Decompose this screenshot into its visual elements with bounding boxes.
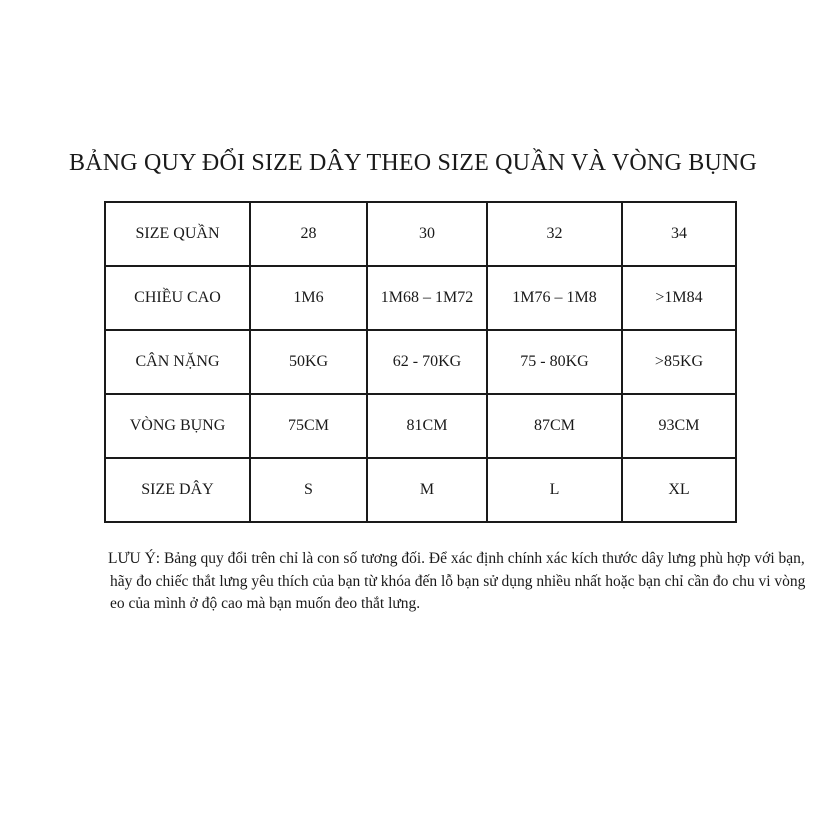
table-cell: 34	[622, 202, 736, 266]
table-cell: 75 - 80KG	[487, 330, 622, 394]
table-cell: 93CM	[622, 394, 736, 458]
table-cell: M	[367, 458, 487, 522]
row-label: CHIỀU CAO	[105, 266, 250, 330]
page-title: BẢNG QUY ĐỔI SIZE DÂY THEO SIZE QUẦN VÀ VÒNG BỤNG	[69, 150, 757, 176]
table-cell: 1M6	[250, 266, 367, 330]
row-label: SIZE DÂY	[105, 458, 250, 522]
table-cell: XL	[622, 458, 736, 522]
table-cell: 28	[250, 202, 367, 266]
table-cell: >85KG	[622, 330, 736, 394]
table-cell: >1M84	[622, 266, 736, 330]
table-row-pants-size	[105, 202, 736, 266]
row-label: VÒNG BỤNG	[105, 394, 250, 458]
table-cell: 87CM	[487, 394, 622, 458]
table-cell: 32	[487, 202, 622, 266]
table-row-weight	[105, 330, 736, 394]
table-cell: S	[250, 458, 367, 522]
row-label: CÂN NẶNG	[105, 330, 250, 394]
table-cell: 62 - 70KG	[367, 330, 487, 394]
table-cell: 81CM	[367, 394, 487, 458]
table-cell: 75CM	[250, 394, 367, 458]
table-cell: 1M76 – 1M8	[487, 266, 622, 330]
size-conversion-table	[104, 201, 737, 523]
table-row-height	[105, 266, 736, 330]
table-cell: L	[487, 458, 622, 522]
table-row-waist	[105, 394, 736, 458]
row-label: SIZE QUẦN	[105, 202, 250, 266]
table-cell: 1M68 – 1M72	[367, 266, 487, 330]
table-cell: 30	[367, 202, 487, 266]
table-cell: 50KG	[250, 330, 367, 394]
table-row-belt-size	[105, 458, 736, 522]
note-paragraph: LƯU Ý: Bảng quy đổi trên chỉ là con số tương đối. Để xác định chính xác kích thước dây lưng phù hợp với bạn, hãy đo chiếc thắt lưng yêu thích của bạn từ khóa đến lỗ bạn sử dụng nhiều nhất hoặc bạn chỉ cần đo chu vi vòng eo của mình ở độ cao mà bạn muốn đeo thắt lưng.	[108, 550, 806, 612]
